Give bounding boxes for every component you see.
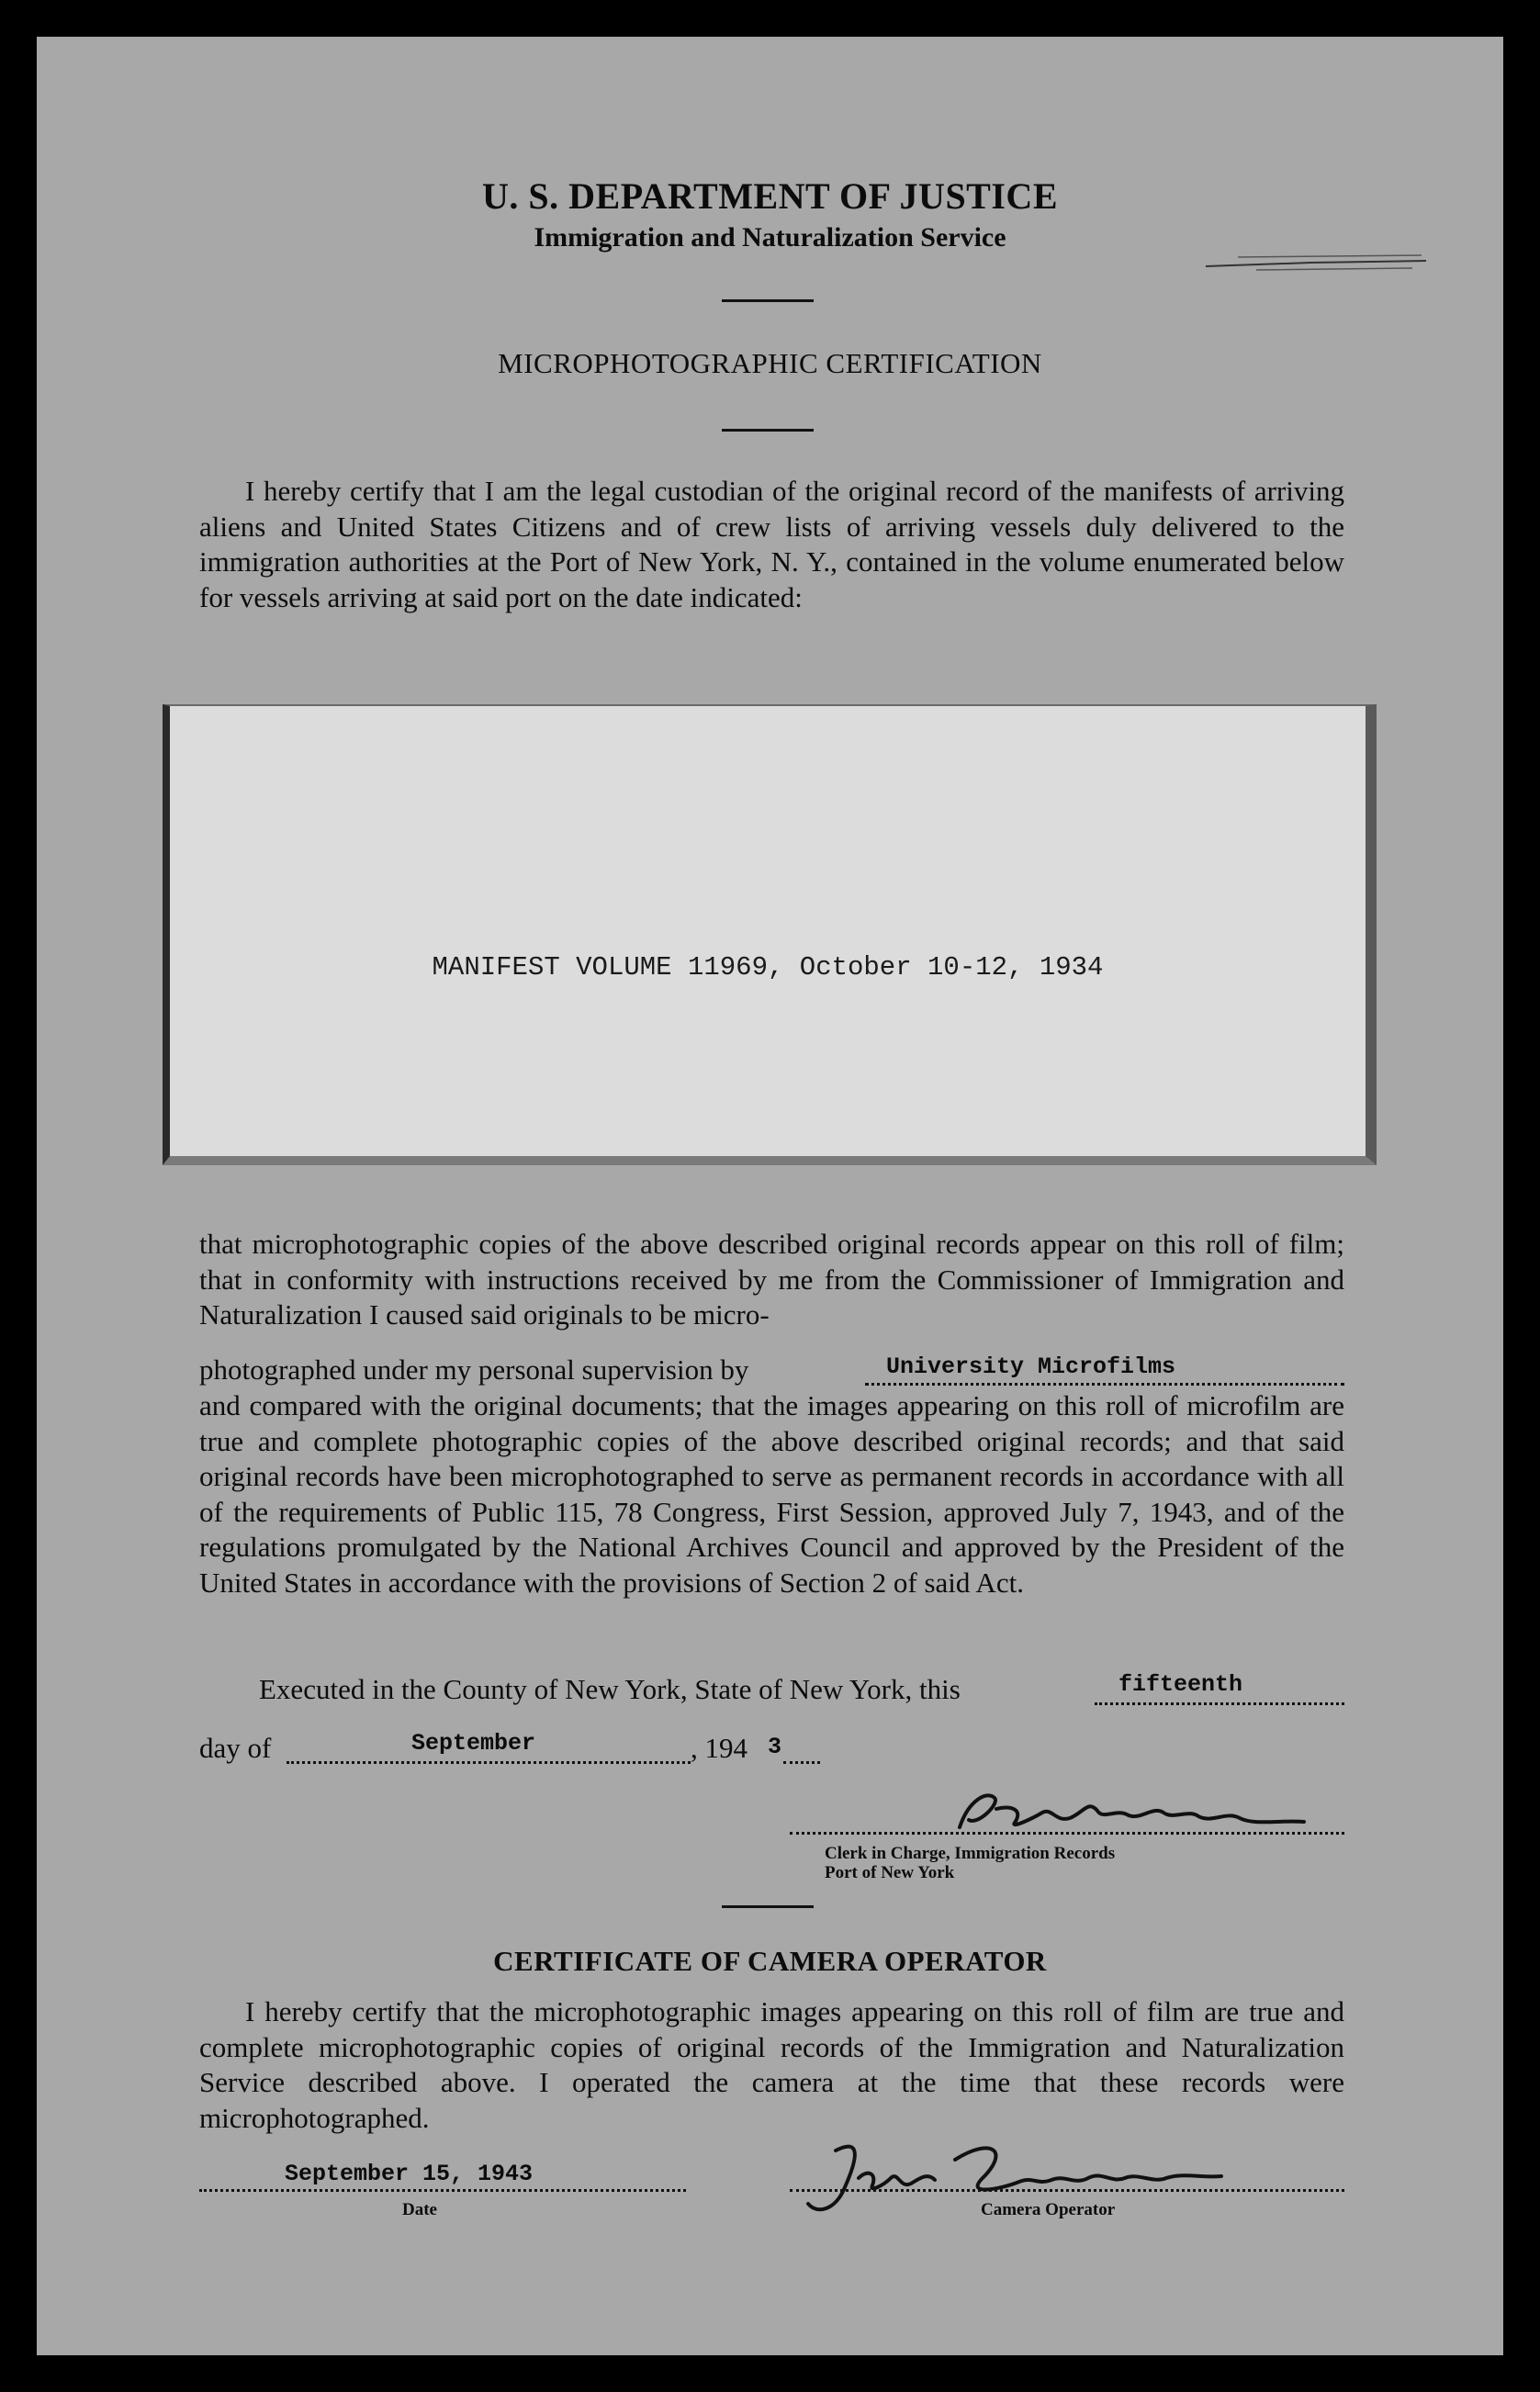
manifest-volume-text: MANIFEST VOLUME 11969, October 10-12, 1934 <box>432 952 1104 983</box>
certification-body-part2: and compared with the original documents; that the images appearing on this roll of microfilm are true and complete photographic copies of the above described original records; and that said original records have been microphotographed to serve as permanent records in accordance with all of the requirements of Public 115, 78 Congress, First Session, approved July 7, 1943, and of the regulations promulgated by the National Archives Council and approved by the President of the United States in accordance with the provisions of Section 2 of said Act. <box>199 1389 1344 1599</box>
date-label: Date <box>402 2200 437 2219</box>
camera-certificate-paragraph: I hereby certify that the microphotographic images appearing on this roll of film are true and complete microphotographic copies of original records of the Immigration and Naturalization Service described above. I operated the camera at the time that these records were microphotographed. <box>199 1995 1344 2134</box>
date-value: September 15, 1943 <box>285 2161 534 2187</box>
divider <box>722 299 814 302</box>
department-heading: U. S. DEPARTMENT OF JUSTICE <box>482 175 1058 217</box>
divider <box>722 1905 814 1908</box>
clerk-caption-line2: Port of New York <box>825 1863 955 1882</box>
month-value: September <box>411 1730 536 1757</box>
supervisor-dotted-line <box>865 1383 1344 1386</box>
supervisor-value: University Microfilms <box>886 1353 1176 1380</box>
operator-label: Camera Operator <box>981 2200 1116 2219</box>
clerk-signature-line <box>790 1832 1344 1835</box>
year-digit-value: 3 <box>768 1734 782 1760</box>
manifest-volume-slip <box>163 704 1377 1165</box>
pencil-mark-icon <box>1201 246 1431 274</box>
clerk-caption <box>825 1844 1115 1882</box>
certificate-sheet <box>37 37 1503 2355</box>
service-subheading: Immigration and Naturalization Service <box>534 222 1006 253</box>
divider <box>722 429 814 432</box>
supervision-line-prefix: photographed under my personal supervision by <box>199 1353 749 1386</box>
year-dotted-line <box>783 1761 820 1764</box>
execution-line-prefix: Executed in the County of New York, State of New York, this <box>259 1673 961 1705</box>
day-dotted-line <box>1095 1702 1344 1705</box>
camera-certificate-title: CERTIFICATE OF CAMERA OPERATOR <box>493 1945 1047 1977</box>
certification-title: MICROPHOTOGRAPHIC CERTIFICATION <box>498 347 1042 379</box>
month-dotted-line <box>287 1761 691 1764</box>
operator-signature-line <box>790 2189 1344 2192</box>
day-of-label: day of <box>199 1732 272 1764</box>
day-word-value: fifteenth <box>1118 1671 1243 1698</box>
date-dotted-line <box>199 2189 686 2192</box>
year-prefix: , 194 <box>691 1732 748 1764</box>
clerk-caption-line1: Clerk in Charge, Immigration Records <box>825 1844 1116 1863</box>
intro-paragraph: I hereby certify that I am the legal custodian of the original record of the manifests of arriving aliens and United States Citizens and of crew lists of arriving vessels duly delivered to the immigration authorities at the Port of New York, N. Y., contained in the volume enumerated below for vessels arriving at said port on the date indicated: <box>199 475 1344 613</box>
clerk-signature <box>923 1772 1345 1846</box>
certification-body-part1: that microphotographic copies of the above described original records appear on this roll of film; that in conformity with instructions received by me from the Commissioner of Immigration and Naturalization I caused said originals to be micro- <box>199 1228 1344 1331</box>
